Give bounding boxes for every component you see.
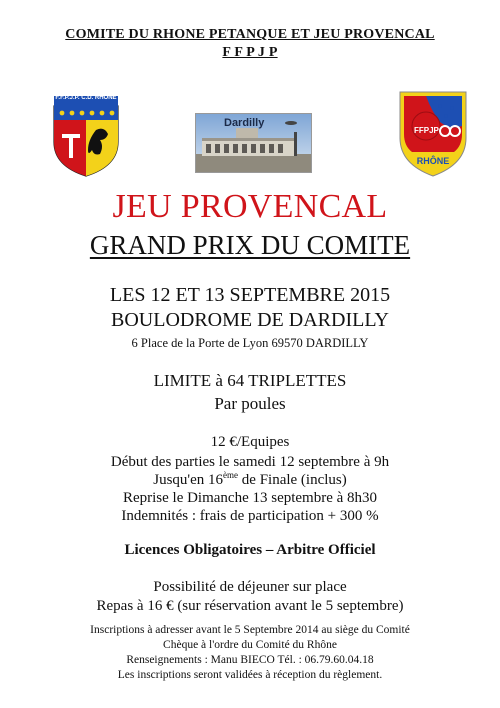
until-round-sup: ème xyxy=(223,470,239,480)
event-dates: LES 12 ET 13 SEPTEMBRE 2015 xyxy=(109,284,391,306)
until-round-prefix: Jusqu'en 16 xyxy=(153,472,224,488)
ffpjp-rhone-shield-icon xyxy=(396,86,470,178)
footer-validation: Les inscriptions seront validées à réception du règlement. xyxy=(117,669,383,681)
meal-price: Repas à 16 € (sur réservation avant le 5 septembre) xyxy=(96,598,404,614)
left-shield-label: F.F.P.J.P. C.D. RHONE xyxy=(55,95,117,101)
until-round xyxy=(0,472,500,489)
footer-cheque: Chèque à l'ordre du Comité du Rhône xyxy=(163,639,337,651)
event-subtitle: GRAND PRIX DU COMITE xyxy=(89,230,411,260)
team-limit: LIMITE à 64 TRIPLETTES xyxy=(153,371,347,390)
until-round-suffix: de Finale (inclus) xyxy=(238,472,347,488)
federation-header: F F P J P xyxy=(222,45,278,60)
entry-price: 12 €/Equipes xyxy=(210,434,290,450)
resume-time: Reprise le Dimanche 13 septembre à 8h30 xyxy=(122,490,378,506)
footer-contact: Renseignements : Manu BIECO Tél. : 06.79.60.04.18 xyxy=(126,654,374,666)
boulodrome-photo xyxy=(195,113,312,173)
event-address: 6 Place de la Porte de Lyon 69570 DARDILLY xyxy=(131,336,369,350)
meal-availability: Possibilité de déjeuner sur place xyxy=(153,579,347,595)
start-time: Début des parties le samedi 12 septembre à 9h xyxy=(110,454,390,470)
event-venue: BOULODROME DE DARDILLY xyxy=(111,309,389,331)
competition-format: Par poules xyxy=(214,394,286,413)
right-shield-label-top: FFPJP xyxy=(414,126,439,135)
right-shield-label-bottom: RHÔNE xyxy=(416,156,450,166)
event-title: JEU PROVENCAL xyxy=(112,188,388,225)
organization-header: COMITE DU RHONE PETANQUE ET JEU PROVENCAL xyxy=(65,27,435,42)
footer-registration: Inscriptions à adresser avant le 5 Septembre 2014 au siège du Comité xyxy=(90,624,410,636)
photo-caption: Dardilly xyxy=(224,117,265,129)
rhone-coat-of-arms-icon xyxy=(52,94,120,178)
requirements: Licences Obligatoires – Arbitre Officiel xyxy=(124,542,376,558)
indemnities: Indemnités : frais de participation + 300 % xyxy=(121,508,379,524)
